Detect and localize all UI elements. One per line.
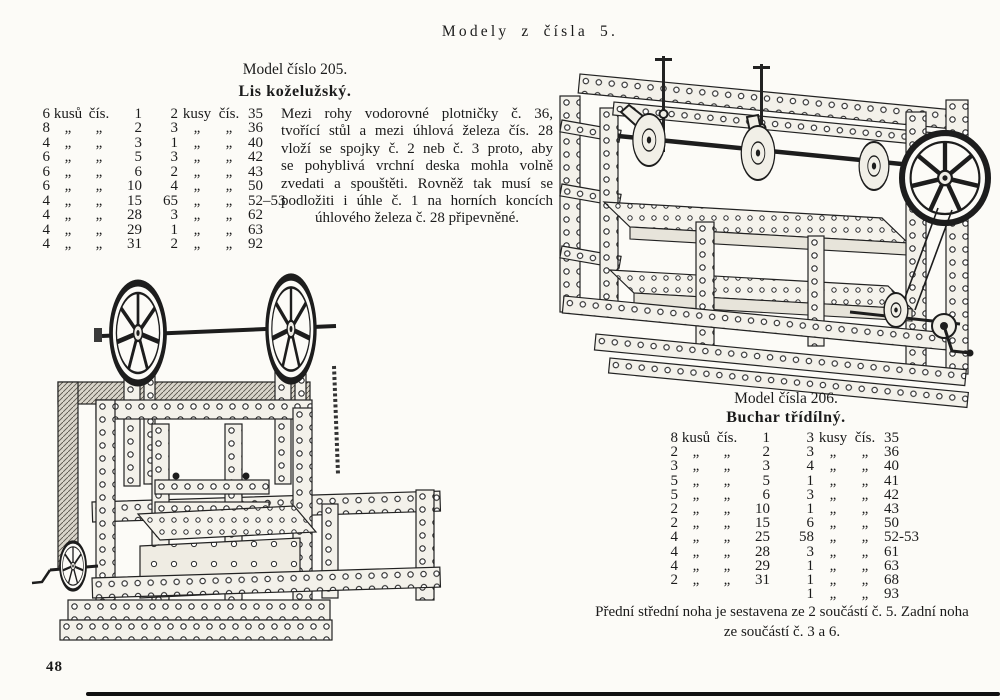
parts-cell: 3 [170, 149, 178, 166]
parts-cell: čís. [716, 430, 738, 446]
parts-cell: 41 [884, 472, 899, 489]
parts-cell: čís. [218, 106, 240, 122]
parts-row [34, 136, 282, 150]
parts-cell: 36 [248, 120, 263, 137]
parts-cell: „ [225, 236, 233, 253]
parts-cell: kusů [53, 106, 83, 122]
parts-cell: „ [723, 472, 731, 489]
parts-cell: 4 [42, 221, 50, 238]
parts-cell: „ [64, 178, 72, 195]
parts-cell: 10 [755, 501, 770, 518]
parts-row [34, 223, 282, 237]
parts-cell: 68 [884, 572, 899, 589]
parts-cell: kusů [681, 430, 711, 446]
parts-cell: 63 [248, 221, 263, 238]
parts-cell: „ [95, 221, 103, 238]
cam-disc [859, 142, 889, 190]
parts-row [662, 502, 920, 516]
parts-cell: 1 [806, 557, 814, 574]
parts-cell: 4 [806, 458, 814, 475]
parts-cell: 42 [884, 486, 899, 503]
parts-cell: 35 [248, 106, 263, 122]
parts-cell: „ [723, 501, 731, 518]
parts-cell: 6 [42, 149, 50, 166]
text-line: ze součástí č. 3 a 6. [723, 624, 841, 640]
parts-cell: 5 [670, 472, 678, 489]
parts-cell: 5 [762, 472, 770, 489]
parts-cell: 4 [42, 192, 50, 209]
parts-cell: kusy [818, 430, 848, 446]
parts-cell: 3 [806, 444, 814, 461]
flywheel [111, 283, 165, 383]
text-line: tvořící stůl a mezi úhlová železa čís. 28 [281, 123, 553, 140]
parts-cell: 52-53 [884, 529, 919, 546]
parts-cell: „ [95, 134, 103, 151]
parts-cell: 36 [884, 444, 899, 461]
parts-cell: 6 [806, 515, 814, 532]
parts-cell: 43 [248, 163, 263, 180]
scan-edge-line [86, 692, 1000, 696]
parts-cell: 5 [134, 149, 142, 166]
parts-cell: 63 [884, 557, 899, 574]
parts-cell: 29 [127, 221, 142, 238]
parts-cell: 2 [170, 163, 178, 180]
parts-row [662, 459, 920, 473]
parts-cell [714, 587, 740, 601]
parts-cell: „ [225, 163, 233, 180]
parts-cell: „ [95, 149, 103, 166]
parts-cell: „ [829, 515, 837, 532]
parts-cell: 2 [670, 444, 678, 461]
parts-cell: „ [861, 472, 869, 489]
parts-cell: „ [64, 221, 72, 238]
parts-cell: „ [64, 163, 72, 180]
parts-cell: „ [193, 207, 201, 224]
parts-row [34, 208, 282, 222]
parts-cell: 4 [670, 543, 678, 560]
parts-cell: „ [829, 557, 837, 574]
text-line: zvedati a spouštěti. Rovněž tak musí se [281, 175, 553, 192]
parts-cell: 4 [42, 207, 50, 224]
parts-cell: „ [861, 515, 869, 532]
flange-disc [884, 293, 908, 327]
parts-cell: 4 [670, 529, 678, 546]
model-205-parts-table [34, 106, 286, 253]
parts-cell: „ [692, 444, 700, 461]
parts-cell: „ [193, 192, 201, 209]
parts-cell: „ [723, 444, 731, 461]
parts-cell: 1 [762, 430, 770, 446]
parts-cell: čís. [88, 106, 110, 122]
parts-cell: „ [723, 529, 731, 546]
parts-cell: „ [692, 529, 700, 546]
press-beam [155, 480, 269, 494]
parts-cell: „ [95, 163, 103, 180]
parts-cell: 61 [884, 543, 899, 560]
parts-cell: 3 [806, 430, 814, 446]
parts-row [34, 150, 282, 164]
parts-row [662, 573, 920, 587]
model-206-caption: Model čísla 206. [734, 390, 838, 407]
parts-cell: 10 [127, 178, 142, 195]
parts-cell: 43 [884, 501, 899, 518]
parts-cell: 42 [248, 149, 263, 166]
parts-cell: 6 [762, 486, 770, 503]
model-206-name: Buchar třídílný. [726, 409, 846, 426]
parts-cell: „ [225, 149, 233, 166]
parts-cell: 65 [163, 192, 178, 209]
parts-cell: 2 [670, 501, 678, 518]
page-header-title: Modely z čísla 5. [441, 23, 619, 40]
parts-cell: 3 [170, 207, 178, 224]
parts-cell: 28 [127, 207, 142, 224]
parts-cell: „ [861, 458, 869, 475]
parts-cell: 6 [134, 163, 142, 180]
parts-cell: „ [95, 207, 103, 224]
text-line: vloží se spojky č. 2 neb č. 3 proto, aby [281, 140, 553, 157]
parts-cell: 3 [170, 120, 178, 137]
parts-cell: 29 [755, 557, 770, 574]
flywheel [902, 133, 988, 223]
parts-cell: „ [692, 572, 700, 589]
parts-cell: „ [723, 572, 731, 589]
model-206-note [552, 602, 1000, 642]
text-line: úhlového železa č. 28 připevněné. [314, 210, 520, 227]
parts-cell: 8 [670, 430, 678, 446]
parts-cell: 58 [799, 529, 814, 546]
parts-cell: „ [193, 178, 201, 195]
crank-handle [32, 570, 50, 583]
parts-cell: čís. [854, 430, 876, 446]
parts-row [34, 165, 282, 179]
parts-cell: „ [829, 486, 837, 503]
model-205-description [281, 106, 553, 228]
parts-cell: 4 [170, 178, 178, 195]
parts-row [662, 445, 920, 459]
parts-cell: „ [225, 221, 233, 238]
parts-cell: 4 [42, 134, 50, 151]
parts-cell: 1 [806, 572, 814, 589]
girder [60, 620, 332, 640]
parts-cell: „ [861, 444, 869, 461]
parts-cell: „ [692, 486, 700, 503]
parts-row [662, 530, 920, 544]
text-line: se pohyblivá vrchní deska mohla volně [281, 158, 553, 175]
parts-cell: 1 [806, 586, 814, 603]
spring [334, 366, 338, 474]
parts-row [34, 107, 282, 121]
parts-row [34, 179, 282, 193]
parts-cell: „ [829, 472, 837, 489]
parts-row [662, 431, 920, 445]
parts-row [34, 192, 286, 209]
crank-wheel [60, 542, 86, 590]
parts-row [34, 121, 282, 135]
parts-cell: 1 [134, 106, 142, 122]
parts-cell: „ [64, 192, 72, 209]
parts-cell: „ [64, 120, 72, 137]
parts-cell: 1 [806, 472, 814, 489]
parts-cell: „ [723, 557, 731, 574]
parts-cell: 2 [670, 572, 678, 589]
parts-cell: 31 [127, 236, 142, 253]
parts-cell: „ [723, 486, 731, 503]
axle-collar [94, 328, 102, 342]
parts-row [662, 587, 920, 601]
parts-cell: „ [829, 444, 837, 461]
parts-cell: „ [861, 486, 869, 503]
parts-cell: 2 [670, 515, 678, 532]
parts-cell: 52–53 [248, 192, 286, 209]
text-line: podložiti i úhle č. 1 na horních koncích [281, 193, 553, 210]
parts-cell: „ [829, 586, 837, 603]
parts-cell: 4 [42, 236, 50, 253]
parts-cell: 3 [806, 486, 814, 503]
parts-cell: „ [95, 236, 103, 253]
parts-cell [678, 587, 714, 601]
text-line: Přední střední noha je sestavena ze 2 součástí č. 5. Zadní noha [595, 604, 969, 620]
parts-cell: 50 [884, 515, 899, 532]
parts-cell: 40 [884, 458, 899, 475]
parts-cell: „ [225, 120, 233, 137]
page-number: 48 [46, 659, 63, 675]
parts-cell: 62 [248, 207, 263, 224]
parts-cell: „ [193, 120, 201, 137]
parts-row [662, 474, 920, 488]
parts-cell: „ [829, 543, 837, 560]
girder [96, 400, 312, 419]
parts-cell: 1 [170, 221, 178, 238]
text-line: Mezi rohy vodorovné plotničky č. 36, [281, 106, 553, 122]
parts-cell: 2 [134, 120, 142, 137]
parts-cell: „ [829, 501, 837, 518]
parts-cell: 6 [42, 106, 50, 122]
parts-cell: „ [225, 178, 233, 195]
parts-cell: „ [829, 529, 837, 546]
parts-cell: „ [95, 120, 103, 137]
parts-row [662, 559, 920, 573]
flywheel [267, 277, 315, 381]
model-205-name: Lis koželužský. [238, 83, 352, 100]
parts-cell: „ [64, 134, 72, 151]
parts-row [34, 237, 282, 251]
parts-cell [662, 587, 678, 601]
parts-cell: „ [64, 149, 72, 166]
parts-cell: „ [692, 557, 700, 574]
parts-cell: „ [193, 149, 201, 166]
parts-cell: „ [861, 529, 869, 546]
parts-cell: 3 [762, 458, 770, 475]
parts-cell: „ [95, 178, 103, 195]
parts-cell: 40 [248, 134, 263, 151]
parts-cell: 31 [755, 572, 770, 589]
parts-cell: 5 [670, 486, 678, 503]
parts-cell: „ [861, 557, 869, 574]
parts-cell: 2 [170, 106, 178, 122]
parts-cell: „ [225, 207, 233, 224]
parts-cell: „ [829, 458, 837, 475]
parts-cell: 3 [670, 458, 678, 475]
parts-cell: „ [95, 192, 103, 209]
parts-cell: „ [861, 572, 869, 589]
parts-cell: 92 [248, 236, 263, 253]
parts-cell: „ [64, 207, 72, 224]
parts-cell: „ [692, 472, 700, 489]
parts-cell: kusy [182, 106, 212, 122]
parts-cell: 2 [762, 444, 770, 461]
parts-cell: „ [225, 192, 233, 209]
figure-model-205-engraving [24, 274, 450, 648]
parts-cell: „ [193, 163, 201, 180]
parts-cell: „ [861, 543, 869, 560]
parts-cell: 35 [884, 430, 899, 446]
parts-cell: „ [692, 543, 700, 560]
parts-cell: 15 [127, 192, 142, 209]
parts-cell [740, 587, 770, 601]
parts-cell: 3 [134, 134, 142, 151]
parts-cell: „ [64, 236, 72, 253]
parts-cell: „ [193, 236, 201, 253]
parts-cell: „ [193, 221, 201, 238]
parts-cell: „ [692, 501, 700, 518]
parts-cell: „ [692, 458, 700, 475]
parts-cell: 8 [42, 120, 50, 137]
parts-cell: „ [723, 515, 731, 532]
parts-cell: 50 [248, 178, 263, 195]
parts-cell: „ [193, 134, 201, 151]
parts-cell: 1 [170, 134, 178, 151]
model-206-parts-table [662, 431, 920, 601]
parts-cell: 3 [806, 543, 814, 560]
parts-cell: 2 [170, 236, 178, 253]
parts-cell: 6 [42, 178, 50, 195]
parts-cell: 15 [755, 515, 770, 532]
parts-cell: 6 [42, 163, 50, 180]
parts-row [662, 545, 920, 559]
parts-row [662, 488, 920, 502]
parts-cell: „ [723, 458, 731, 475]
parts-row [662, 516, 920, 530]
parts-cell: 93 [884, 586, 899, 603]
parts-cell: „ [861, 501, 869, 518]
parts-cell: 1 [806, 501, 814, 518]
parts-cell: 28 [755, 543, 770, 560]
girder [58, 382, 78, 568]
parts-cell: 4 [670, 557, 678, 574]
parts-cell: „ [829, 572, 837, 589]
parts-cell: „ [692, 515, 700, 532]
figure-model-206-engraving [552, 56, 998, 394]
girder [68, 600, 330, 620]
parts-cell: „ [861, 586, 869, 603]
parts-cell: „ [723, 543, 731, 560]
parts-cell: „ [225, 134, 233, 151]
model-205-caption: Model číslo 205. [242, 61, 348, 78]
parts-cell: 25 [755, 529, 770, 546]
